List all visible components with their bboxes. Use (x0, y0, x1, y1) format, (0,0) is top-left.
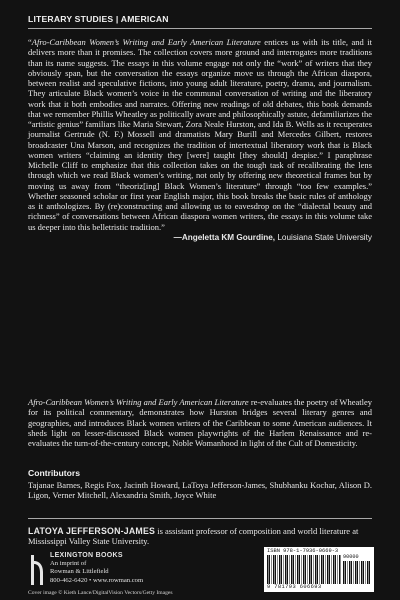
price-code: 90000 (343, 554, 359, 560)
publisher-parent: Rowman & Littlefield (50, 568, 109, 576)
isbn-barcode (264, 547, 374, 592)
publisher-logo-icon (30, 555, 44, 585)
author-bio (28, 526, 372, 547)
publisher-name: LEXINGTON BOOKS (50, 552, 123, 559)
summary-text: re-evaluates the poetry of Wheatley for its political commentary, demonstrates how Hurston bridges several literary genres and geographies, and introduces Black women writers of the Caribbean to some American audiences. It sheds light on lesser-discussed Black women playwrights of the Harlem Renaissance and re-evaluates the turn-of-the-century concept, Noble Womanhood in light of the Cult of Domesticity. (28, 397, 372, 448)
top-divider (28, 28, 372, 29)
contributors-list: Tajanae Barnes, Regis Fox, Jacinth Howard, LaToya Jefferson-James, Shubhanku Kochar, Alison D. Ligon, Verner Mitchell, Alexandria Smith, Joyce White (28, 480, 372, 501)
publisher-info (50, 552, 210, 585)
summary-book-title: Afro-Caribbean Women’s Writing and Early American Literature (28, 397, 249, 407)
review-attribution (28, 232, 372, 243)
cover-image-credit: Cover image © Kieth Lance/DigitalVision Vectors/Getty Images (28, 590, 173, 596)
barcode-addon-bars (343, 561, 371, 584)
barcode-bars (267, 555, 341, 584)
publisher-contact: 800-462-6420 • www.rowman.com (50, 576, 144, 584)
review-blurb: “Afro-Caribbean Women’s Writing and Early American Literature entices us with its title, and it delivers more than it promises. The collection covers more ground and interrogates more traditions than its name suggests. The essays in this volume engage not only the “work” of writers that they obviously span, but the conversation the essays organize move us through the African diaspora, between realist and speculative fictions, into young adult literature, poetry, drama, and journalism. They articulate Black women’s voice in the communal conversation of writing and the liberatory work that it both embodies and narrates. Offering new readings of old debates, this book demands that we remember Phillis Wheatley as politically aware and philosophically astute, defamiliarizes the “artistic genius” familiars like Maria Stewart, Zora Neale Hurston, and Ida B. Wells as it recuperates journalist Gertrude (N. F.) Mossell and dramatists Mary Burill and Mercedes Gilbert, restores broadcaster Una Marson, and recognizes the tradition of intertextual liberatory work that is Black women writers “claiming an identity they [were] taught [they should] despise.” I paraphrase Michelle Cliff to emphasize that this collection takes on the tough task of recalibrating the lens through which we read Black women’s writing, not only by offering new theoretical frames but by moving us away from “theoriz[ing] Black Women’s literature” through “too few examples.” Whether seasoned scholar or first year English major, this book breaks the basic rules of anthology as it anthologizes. By (re)constructing and allowing us to eavesdrop on the “dialectal beauty and richness” of conversations between African diaspora women writers, the essays in this volume take us deeper into this belletristic tradition.” —Angeletta KM Gourdine, Louisiana State University (28, 37, 372, 242)
isbn-label: ISBN 978-1-7936-0669-3 (267, 548, 339, 554)
contributors-heading: Contributors (28, 468, 81, 478)
reviewer-affiliation: Louisiana State University (275, 232, 372, 242)
publisher-imprint-line: An imprint of (50, 560, 87, 568)
review-text: entices us with its title, and it delivers more than it promises. The collection covers more ground and interrogates more traditions than its name suggests. The essays in this volume engage not only the “work” of writers that they obviously span, but the conversation the essays organize move us through the African diaspora, between realist and speculative fictions, into young adult literature, poetry, drama, and journalism. They articulate Black women’s voice in the communal conversation of writing and the liberatory work that it both embodies and narrates. Offering new readings of old debates, this book demands that we remember Phillis Wheatley as politically aware and philosophically astute, defamiliarizes the “artistic genius” familiars like Maria Stewart, Zora Neale Hurston, and Ida B. Wells as it recuperates journalist Gertrude (N. F.) Mossell and dramatists Mary Burill and Mercedes Gilbert, restores broadcaster Una Marson, and recognizes the tradition of intertextual liberatory work that is Black women writers “claiming an identity they [were] taught [they should] despise.” I paraphrase Michelle Cliff to emphasize that this collection takes on the tough task of recalibrating the lens through which we read Black women’s writing, not only by offering new theoretical frames but by moving us away from “theoriz[ing] Black Women’s literature” through “too few examples.” Whether seasoned scholar or first year English major, this book breaks the basic rules of anthology as it anthologizes. By (re)constructing and allowing us to eavesdrop on the “dialectal beauty and richness” of conversations between African diaspora women writers, the essays in this volume take us deeper into this belletristic tradition.” (28, 37, 372, 232)
author-bio-text: is assistant professor of composition and world literature at Mississippi Valley State University. (28, 526, 359, 547)
book-summary (28, 397, 372, 448)
author-name: LATOYA JEFFERSON-JAMES (28, 526, 156, 536)
review-book-title: Afro-Caribbean Women’s Writing and Early American Literature (31, 37, 261, 47)
reviewer-name: —Angeletta KM Gourdine, (173, 232, 276, 242)
author-divider (28, 518, 372, 519)
subject-category: LITERARY STUDIES | AMERICAN (28, 14, 169, 24)
barcode-digits: 9 781793 606693 (267, 584, 322, 590)
